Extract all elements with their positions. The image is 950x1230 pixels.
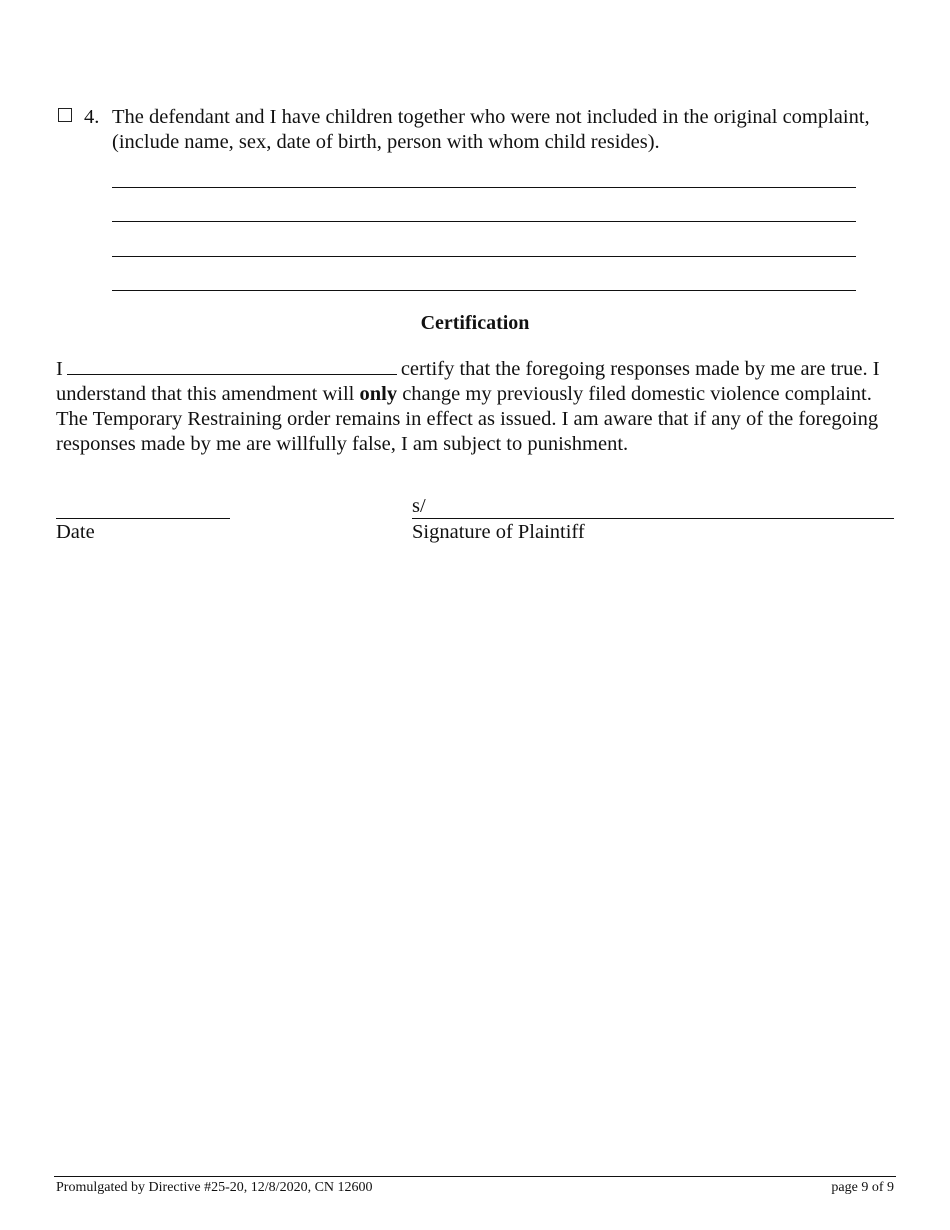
- signature-prefix: s/: [412, 495, 426, 517]
- cert-text-1: certify that the foregoing responses made by me are true. I understand that this amendment will: [56, 358, 880, 405]
- footer-directive: Promulgated by Directive #25-20, 12/8/2020, CN 12600: [56, 1180, 373, 1195]
- item-number: 4.: [84, 106, 100, 128]
- cert-text-2: change my previously filed domestic violence complaint. The Temporary Restraining order remains in effect as issued. I am aware that if any of the foregoing responses made by me are willfully false, I am subject to punishment.: [56, 383, 879, 455]
- cert-prefix: I: [56, 358, 63, 380]
- footer-rule: [54, 1176, 896, 1177]
- item-text: The defendant and I have children together who were not included in the original complaint, (include name, sex, date of birth, person with whom child resides).: [112, 106, 870, 153]
- name-fill-line[interactable]: [67, 356, 397, 375]
- signature-label: Signature of Plaintiff: [412, 521, 585, 543]
- cert-emphasis: only: [359, 383, 398, 405]
- footer-page-number: page 9 of 9: [831, 1180, 894, 1195]
- certification-heading: Certification: [420, 312, 530, 334]
- answer-line-1[interactable]: [112, 187, 856, 188]
- answer-line-4[interactable]: [112, 290, 856, 291]
- date-line[interactable]: [56, 518, 230, 519]
- signature-line[interactable]: [412, 518, 894, 519]
- answer-line-3[interactable]: [112, 256, 856, 257]
- answer-line-2[interactable]: [112, 221, 856, 222]
- children-checkbox[interactable]: [58, 108, 72, 122]
- date-label: Date: [56, 521, 95, 543]
- certification-paragraph: [56, 356, 906, 457]
